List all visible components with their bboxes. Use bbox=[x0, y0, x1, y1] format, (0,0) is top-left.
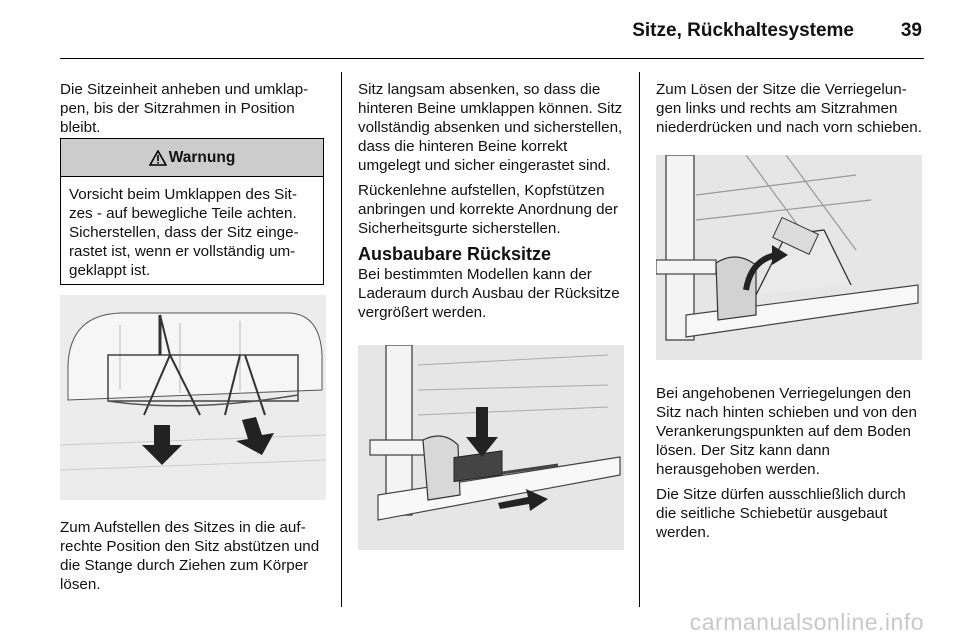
paragraph: Die Sitze dürfen ausschließlich durch die seitliche Schiebetür ausgebaut werden. bbox=[656, 486, 906, 541]
warning-body: Vorsicht beim Umklappen des Sitzes - auf bewegliche Teile achten. Sicherstellen, dass der Sitz eingerastet ist, wenn er vollständig umgeklappt ist. bbox=[69, 186, 299, 279]
subheading: Ausbaubare Rücksitze bbox=[358, 244, 552, 264]
column-1-intro bbox=[60, 80, 326, 143]
section-title: Sitze, Rückhaltesysteme bbox=[632, 20, 854, 41]
column-divider bbox=[639, 72, 640, 607]
column-2 bbox=[358, 80, 624, 328]
paragraph: Bei angehobenen Verriegelungen den Sitz nach hinten schieben und von den Verankerungspunkten auf dem Boden lösen. Der Sitz kann dann herausgehoben werden. bbox=[656, 385, 917, 478]
page-number: 39 bbox=[900, 20, 922, 41]
warning-triangle-icon bbox=[149, 150, 167, 166]
column-1-bottom bbox=[60, 518, 326, 600]
page-header bbox=[60, 0, 924, 62]
watermark: carmanualsonline.info bbox=[689, 609, 924, 635]
paragraph: Rückenlehne aufstellen, Kopfstützen anbringen und korrekte Anordnung der Sicherheitsgurte sicherstellen. bbox=[358, 182, 619, 237]
header-rule bbox=[60, 58, 924, 59]
figure-seat-lock bbox=[358, 345, 624, 550]
paragraph: Bei bestimmten Modellen kann der Laderaum durch Ausbau der Rücksitze vergrößert werden. bbox=[358, 266, 620, 321]
column-3-bottom bbox=[656, 384, 924, 548]
paragraph: Sitz langsam absenken, so dass die hinteren Beine umklappen können. Sitz vollständig absenken und sicherstellen, dass die hinteren Beine korrekt umgelegt und sicher eingerastet sind. bbox=[358, 81, 623, 174]
paragraph: Zum Lösen der Sitze die Verriegelungen links und rechts am Sitzrahmen niederdrücken und nach vorn schieben. bbox=[656, 81, 922, 136]
warning-header bbox=[61, 139, 323, 177]
figure-seat-fold bbox=[60, 295, 326, 500]
figure-seat-release bbox=[656, 155, 922, 360]
intro-paragraph: Die Sitzeinheit anheben und umklappen, bis der Sitzrahmen in Position bleibt. bbox=[60, 81, 309, 136]
after-figure-paragraph: Zum Aufstellen des Sitzes in die aufrechte Position den Sitz abstützen und die Stange durch Ziehen zum Körper lösen. bbox=[60, 519, 320, 593]
warning-title: Warnung bbox=[168, 148, 236, 166]
column-3-top bbox=[656, 80, 924, 143]
column-divider bbox=[341, 72, 342, 607]
warning-box bbox=[60, 138, 324, 285]
